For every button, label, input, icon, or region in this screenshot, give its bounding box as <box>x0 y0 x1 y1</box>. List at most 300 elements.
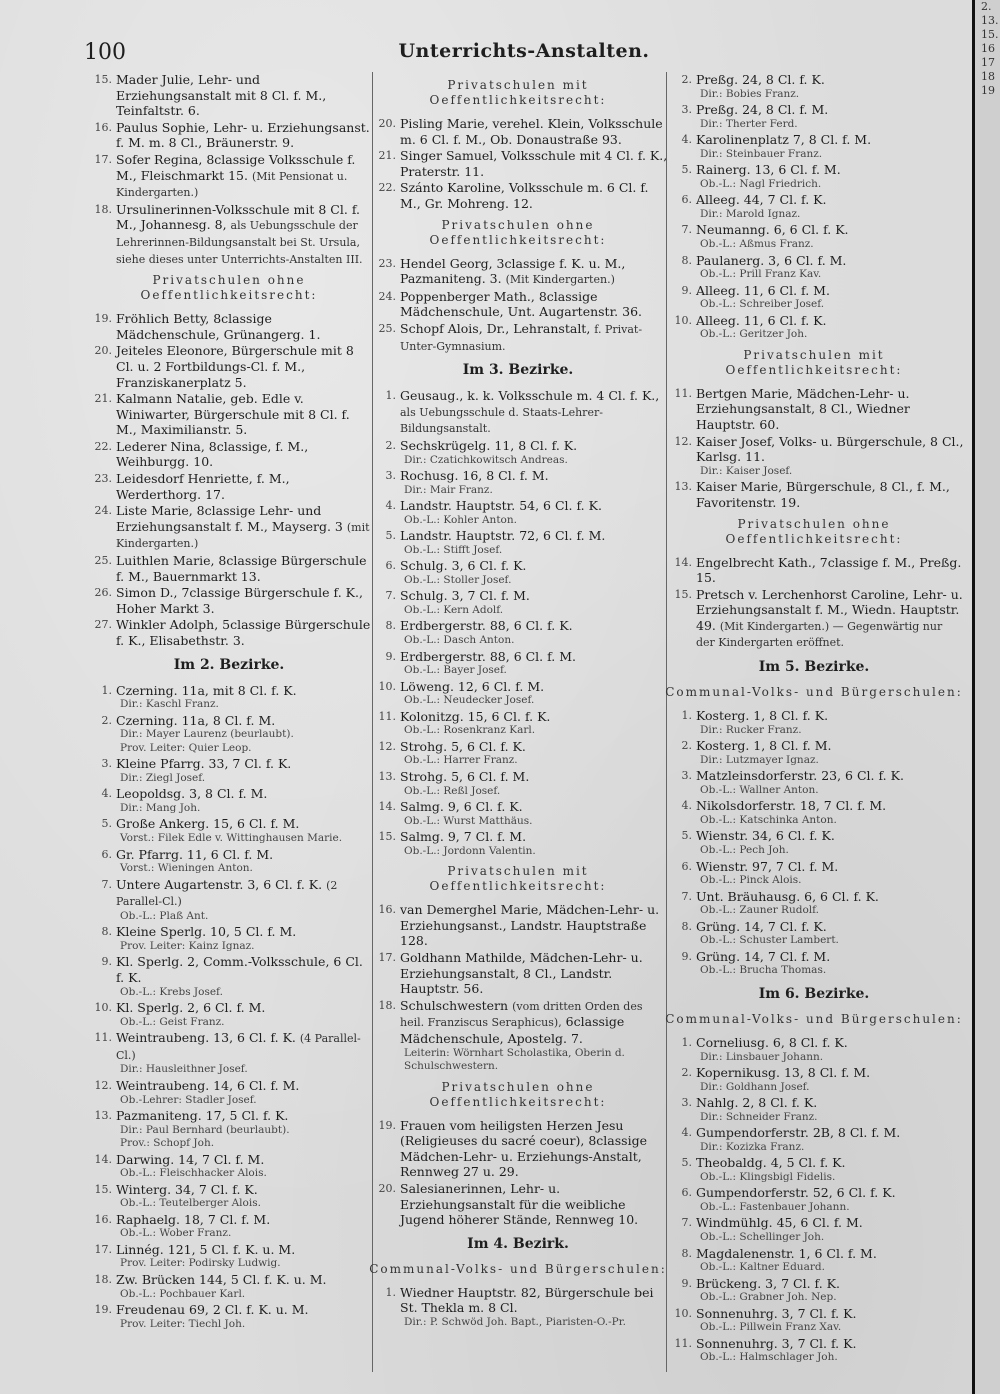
entry-text <box>696 434 964 465</box>
directory-entry <box>368 829 668 858</box>
entry-text <box>696 708 964 724</box>
entry-text <box>400 1285 668 1316</box>
directory-entry <box>84 391 374 438</box>
director-line: Ob.-L.: Wober Franz. <box>120 1227 232 1240</box>
entry-number: 5. <box>681 1156 692 1170</box>
director-line: Ob.-L.: Teutelberger Alois. <box>120 1197 261 1210</box>
directory-entry <box>664 919 964 948</box>
directory-entry <box>664 708 964 737</box>
entry-number: 18. <box>94 1272 112 1286</box>
directory-entry <box>368 116 668 147</box>
directory-entry <box>84 1030 374 1077</box>
director-line: Ob.-L.: Schreiber Josef. <box>700 298 825 311</box>
entry-text <box>696 72 964 88</box>
directory-entry <box>84 617 374 648</box>
entry-text <box>400 769 668 785</box>
entry-text <box>696 102 964 118</box>
directory-entry <box>368 1118 668 1180</box>
entry-text <box>696 859 964 875</box>
entry-number: 9. <box>681 949 692 963</box>
entry-text <box>696 919 964 935</box>
entry-name: Hendel Georg, 3classige f. K. u. M., Pazmaniteng. 3. <box>400 255 626 287</box>
directory-entry <box>368 468 668 497</box>
entry-text <box>116 72 374 119</box>
director-line: Ob.-L.: Wurst Matthäus. <box>404 814 533 827</box>
entry-text <box>116 1302 374 1318</box>
entry-number: 7. <box>681 223 692 237</box>
section-heading: Privatschulen mit Oeffentlichkeitsrecht: <box>429 864 607 894</box>
entry-name: Salmg. 9, 7 Cl. f. M. <box>400 829 527 845</box>
entry-text <box>400 498 668 514</box>
district-heading: Im 2. Bezirke. <box>173 656 285 673</box>
entry-name: Rochusg. 16, 8 Cl. f. M. <box>400 468 549 483</box>
entry-text <box>400 588 668 604</box>
entry-text <box>400 180 668 211</box>
directory-entry <box>368 558 668 587</box>
entry-number: 6. <box>681 193 692 207</box>
directory-entry <box>84 1108 374 1151</box>
edge-fragment: 2. <box>981 0 992 13</box>
entry-name: Freudenau 69, 2 Cl. f. K. u. M. <box>116 1302 309 1318</box>
director-line: Ob.-L.: Prill Franz Kav. <box>700 268 822 281</box>
directory-entry <box>84 1078 374 1107</box>
entry-name: Sechskrügelg. 11, 8 Cl. f. K. <box>400 437 578 453</box>
entry-note: (Mit Kindergarten.) — Gegenwärtig nur der Kindergarten eröffnet. <box>696 619 943 650</box>
directory-entry <box>368 679 668 708</box>
entry-text <box>400 148 668 179</box>
entry-number: 8. <box>101 925 112 939</box>
entry-number: 1. <box>681 709 692 723</box>
director-line: Ob.-L.: Krebs Josef. <box>120 985 223 998</box>
directory-entry <box>664 1215 964 1244</box>
directory-entry <box>368 902 668 949</box>
director-line: Ob.-L.: Wallner Anton. <box>700 783 819 796</box>
entry-number: 4. <box>101 787 112 801</box>
entry-number: 17. <box>378 951 396 964</box>
entry-text <box>116 311 374 342</box>
directory-entry <box>84 503 374 552</box>
director-line: Ob.-L.: Brucha Thomas. <box>700 964 827 977</box>
entry-name: Schulg. 3, 6 Cl. f. K. <box>400 558 527 574</box>
entry-text <box>400 902 668 949</box>
entry-note: (Mit Pensionat u. Kindergarten.) <box>116 169 348 200</box>
directory-entry <box>84 954 374 999</box>
edge-fragment: 15. <box>981 28 999 41</box>
entry-name: Weintraubeng. 13, 6 Cl. f. K. <box>116 1030 296 1046</box>
entry-name: Paulanerg. 3, 6 Cl. f. M. <box>696 252 847 268</box>
entry-number: 24. <box>94 504 112 518</box>
directory-entry <box>84 202 374 267</box>
directory-entry <box>664 1155 964 1184</box>
entry-number: 2. <box>681 73 692 86</box>
directory-entry <box>84 924 374 953</box>
directory-entry <box>84 1182 374 1211</box>
director-line: Dir.: Kozizka Franz. <box>700 1140 805 1153</box>
directory-entry <box>664 1246 964 1275</box>
director-line: Prov.: Schopf Joh. <box>120 1137 215 1150</box>
entry-name: Salmg. 9, 6 Cl. f. K. <box>400 799 523 815</box>
entry-name: Kolonitzg. 15, 6 Cl. f. K. <box>400 708 551 724</box>
entry-number: 2. <box>101 713 112 727</box>
district-heading: Im 5. Bezirke. <box>758 659 870 676</box>
directory-entry <box>664 132 964 161</box>
entry-name: Gumpendorferstr. 52, 6 Cl. f. K. <box>696 1185 896 1201</box>
director-line: Vorst.: Wieningen Anton. <box>120 862 253 875</box>
director-line: Ob.-L.: Stoller Josef. <box>404 573 512 586</box>
entry-name: Kopernikusg. 13, 8 Cl. f. M. <box>696 1065 871 1080</box>
entry-name: Winterg. 34, 7 Cl. f. K. <box>116 1181 258 1197</box>
entry-number: 19. <box>378 1118 396 1132</box>
entry-text <box>116 553 374 584</box>
entry-text <box>116 1030 374 1063</box>
directory-entry <box>368 180 668 211</box>
director-line: Ob.-L.: Plaß Ant. <box>120 909 209 922</box>
entry-text <box>696 1185 964 1201</box>
director-line: Ob.-L.: Grabner Joh. Nep. <box>700 1291 837 1304</box>
entry-text <box>400 321 668 354</box>
director-line: Dir.: Linsbauer Johann. <box>700 1050 824 1063</box>
entry-number: 3. <box>101 757 112 771</box>
entry-number: 6. <box>681 859 692 873</box>
entry-name: Gr. Pfarrg. 11, 6 Cl. f. M. <box>116 846 274 862</box>
entry-number: 11. <box>94 1031 112 1045</box>
entry-number: 15. <box>674 587 692 601</box>
entry-text <box>696 949 964 965</box>
entry-number: 10. <box>378 679 396 693</box>
directory-entry <box>84 585 374 616</box>
entry-note: als Uebungsschule der Lehrerinnen-Bildungsanstalt bei St. Ursula, siehe dieses unter Unterrichts-Anstalten III. <box>116 219 363 266</box>
entry-text <box>116 847 374 863</box>
director-line: Ob.-L.: Fleischhacker Alois. <box>120 1167 267 1180</box>
entry-number: 9. <box>681 1276 692 1290</box>
entry-name: Zw. Brücken 144, 5 Cl. f. K. u. M. <box>116 1271 327 1287</box>
entry-text <box>116 954 374 985</box>
director-line: Dir.: Marold Ignaz. <box>700 207 801 220</box>
entry-text <box>696 283 964 299</box>
director-line: Dir.: Czatichkowitsch Andreas. <box>404 453 568 466</box>
directory-entry <box>664 768 964 797</box>
page-number: 100 <box>84 40 126 65</box>
directory-entry <box>84 1212 374 1241</box>
entry-number: 23. <box>378 256 396 270</box>
entry-number: 22. <box>94 439 112 453</box>
directory-entry <box>84 1000 374 1029</box>
section-heading: Communal-Volks- und Bürgerschulen: <box>665 1011 963 1026</box>
director-line: Ob.-L.: Rosenkranz Karl. <box>404 724 536 737</box>
column-3 <box>664 72 964 1372</box>
entry-number: 2. <box>681 739 692 753</box>
entry-name: Schulschwestern <box>400 997 509 1013</box>
director-line: Ob.-L.: Pech Joh. <box>700 844 789 857</box>
entry-number: 17. <box>94 152 112 166</box>
entry-name: Schopf Alois, Dr., Lehranstalt, <box>400 320 591 336</box>
entry-name: Ursulinerinnen-Volksschule mit 8 Cl. f. M., Johannesg. 8, <box>116 201 360 233</box>
entry-number: 20. <box>378 117 396 130</box>
entry-name: Gumpendorferstr. 2B, 8 Cl. f. M. <box>696 1125 901 1141</box>
entry-text <box>116 713 374 729</box>
entry-number: 4. <box>681 1126 692 1140</box>
entry-text <box>696 1306 964 1322</box>
entry-text <box>116 816 374 832</box>
directory-entry <box>664 1035 964 1064</box>
director-line: Ob.-L.: Kohler Anton. <box>404 513 517 526</box>
entry-name: Fröhlich Betty, 8classige Mädchenschule, Grünangerg. 1. <box>116 311 321 342</box>
director-line: Leiterin: Wörnhart Scholastika, Oberin d. Schulschwestern. <box>404 1046 625 1073</box>
director-line: Ob.-L.: Klingsbigl Fidelis. <box>700 1170 836 1183</box>
entry-text <box>400 799 668 815</box>
entry-number: 9. <box>385 649 396 663</box>
directory-entry <box>84 72 374 119</box>
entry-number: 21. <box>378 149 396 163</box>
entry-text <box>116 152 374 201</box>
director-line: Dir.: P. Schwöd Joh. Bapt., Piaristen-O.-Pr. <box>404 1315 626 1328</box>
directory-entry <box>664 72 964 101</box>
entry-text <box>116 439 374 470</box>
directory-entry <box>664 222 964 251</box>
director-line: Dir.: Schneider Franz. <box>700 1110 818 1123</box>
entry-number: 2. <box>385 438 396 452</box>
entry-number: 25. <box>378 321 396 335</box>
entry-text <box>696 1125 964 1141</box>
directory-entry <box>368 1181 668 1228</box>
directory-entry <box>664 798 964 827</box>
directory-entry <box>368 256 668 288</box>
entry-name: Corneliusg. 6, 8 Cl. f. K. <box>696 1034 848 1050</box>
entry-number: 25. <box>94 554 112 568</box>
entry-text <box>400 388 668 437</box>
entry-name: Schulg. 3, 7 Cl. f. M. <box>400 588 530 604</box>
director-line: Dir.: Mair Franz. <box>404 483 493 496</box>
entry-name: Raphaelg. 18, 7 Cl. f. M. <box>116 1211 271 1227</box>
entry-name: Alleeg. 44, 7 Cl. f. K. <box>696 192 827 208</box>
entry-text <box>696 555 964 586</box>
entry-name: Lederer Nina, 8classige, f. M., Weihburgg. 10. <box>116 438 309 470</box>
entry-note: als Uebungsschule d. Staats-Lehrer-Bildungsanstalt. <box>400 405 603 436</box>
entry-name: Goldhann Mathilde, Mädchen-Lehr- u. Erziehungsanstalt, 8 Cl., Landstr. Hauptstr. 56. <box>400 950 643 997</box>
director-line: Prov. Leiter: Podirsky Ludwig. <box>120 1257 281 1270</box>
entry-number: 1. <box>101 683 112 697</box>
directory-entry <box>84 1272 374 1301</box>
entry-name: Windmühlg. 45, 6 Cl. f. M. <box>696 1215 863 1231</box>
director-line: Dir.: Goldhann Josef. <box>700 1080 810 1093</box>
entry-name: Kaiser Marie, Bürgerschule, 8 Cl., f. M., Favoritenstr. 19. <box>696 479 950 510</box>
director-line: Ob.-L.: Pinck Alois. <box>700 874 802 887</box>
entry-name: Kleine Pfarrg. 33, 7 Cl. f. K. <box>116 756 292 772</box>
entry-name: Darwing. 14, 7 Cl. f. M. <box>116 1151 265 1167</box>
director-line: Ob.-L.: Kaltner Eduard. <box>700 1261 825 1274</box>
directory-entry <box>368 388 668 437</box>
directory-entry <box>84 1242 374 1271</box>
section-heading: Privatschulen mit Oeffentlichkeitsrecht: <box>725 347 903 377</box>
entry-text <box>696 798 964 814</box>
entry-text <box>696 1246 964 1262</box>
entry-number: 18. <box>378 998 396 1012</box>
entry-name: Brückeng. 3, 7 Cl. f. K. <box>696 1275 840 1291</box>
entry-number: 26. <box>94 586 112 600</box>
director-line: Dir.: Ziegl Josef. <box>120 771 206 784</box>
entry-text <box>696 479 964 510</box>
entry-text <box>116 924 374 940</box>
entry-number: 7. <box>681 889 692 903</box>
entry-number: 27. <box>94 618 112 632</box>
entry-text <box>116 343 374 390</box>
entry-name: Grüng. 14, 7 Cl. f. M. <box>696 948 831 964</box>
entry-name: Sonnenuhrg. 3, 7 Cl. f. K. <box>696 1305 857 1321</box>
director-line: Ob.-L.: Katschinka Anton. <box>700 813 837 826</box>
edge-fragment: 13. <box>981 14 999 27</box>
entry-name: Neumanng. 6, 6 Cl. f. K. <box>696 222 849 238</box>
entry-text <box>400 739 668 755</box>
entry-text <box>400 950 668 997</box>
entry-name: Leidesdorf Henriette, f. M., Werderthorg. 17. <box>116 471 290 502</box>
entry-text <box>696 1336 964 1352</box>
entry-text <box>696 1155 964 1171</box>
entry-number: 9. <box>681 283 692 297</box>
entry-text <box>400 1181 668 1228</box>
director-line: Prov. Leiter: Kainz Ignaz. <box>120 939 255 952</box>
entry-name: Kl. Sperlg. 2, 6 Cl. f. M. <box>116 1000 266 1016</box>
entry-name: Linnég. 121, 5 Cl. f. K. u. M. <box>116 1241 296 1257</box>
entry-number: 19. <box>94 312 112 326</box>
entry-text <box>400 116 668 147</box>
entry-name: Leopoldsg. 3, 8 Cl. f. M. <box>116 786 268 802</box>
entry-text <box>696 1035 964 1051</box>
director-line: Ob.-L.: Nagl Friedrich. <box>700 177 822 190</box>
entry-number: 5. <box>101 817 112 831</box>
entry-text <box>116 1078 374 1094</box>
directory-entry <box>84 120 374 151</box>
director-line: Dir.: Lutzmayer Ignaz. <box>700 753 819 766</box>
entry-number: 8. <box>681 253 692 267</box>
directory-entry <box>84 847 374 876</box>
entry-name: Theobaldg. 4, 5 Cl. f. K. <box>696 1155 846 1171</box>
entry-number: 12. <box>674 434 692 448</box>
directory-entry <box>664 889 964 918</box>
entry-name: Kleine Sperlg. 10, 5 Cl. f. M. <box>116 924 297 940</box>
directory-entry <box>84 1302 374 1331</box>
entry-text <box>116 202 374 267</box>
entry-text <box>696 313 964 329</box>
entry-name: Rainerg. 13, 6 Cl. f. M. <box>696 162 841 178</box>
directory-entry <box>368 528 668 557</box>
director-line: Ob.-L.: Geist Franz. <box>120 1015 225 1028</box>
entry-text <box>116 1182 374 1198</box>
section-heading: Communal-Volks- und Bürgerschulen: <box>369 1261 667 1276</box>
entry-text <box>696 738 964 754</box>
entry-name: Wiedner Hauptstr. 82, Bürgerschule bei St. Thekla m. 8 Cl. <box>400 1284 654 1316</box>
director-line: Ob.-L.: Zauner Rudolf. <box>700 904 819 917</box>
entry-name: Pazmaniteng. 17, 5 Cl. f. K. <box>116 1108 289 1123</box>
entry-number: 2. <box>681 1066 692 1079</box>
directory-entry <box>368 289 668 320</box>
entry-number: 1. <box>681 1035 692 1049</box>
entry-number: 15. <box>94 73 112 86</box>
directory-entry <box>84 683 374 712</box>
directory-entry <box>664 192 964 221</box>
entry-number: 4. <box>385 499 396 513</box>
entry-name: Szánto Karoline, Volksschule m. 6 Cl. f. M., Gr. Mohreng. 12. <box>400 180 649 211</box>
entry-name: Poppenberger Math., 8classige Mädchenschule, Unt. Augartenstr. 36. <box>400 288 643 320</box>
directory-entry <box>664 1306 964 1335</box>
entry-name: Kalmann Natalie, geb. Edle v. Winiwarter, Bürgerschule mit 8 Cl. f. M., Maximilianstr. 5. <box>116 391 350 438</box>
edge-fragment: 17 <box>981 56 995 69</box>
entry-name: Czerning. 11a, mit 8 Cl. f. K. <box>116 682 297 698</box>
entry-name: Matzleinsdorferstr. 23, 6 Cl. f. K. <box>696 768 904 784</box>
directory-entry <box>84 1152 374 1181</box>
edge-fragment: 18 <box>981 70 995 83</box>
director-line: Ob.-L.: Aßmus Franz. <box>700 238 814 251</box>
director-line: Dir.: Bobies Franz. <box>700 87 800 100</box>
entry-text <box>400 256 668 288</box>
entry-text <box>400 709 668 725</box>
director-line: Dir.: Kaschl Franz. <box>120 698 219 711</box>
directory-entry <box>664 949 964 978</box>
directory-entry <box>664 253 964 282</box>
entry-text <box>400 998 668 1047</box>
entry-name: Bertgen Marie, Mädchen-Lehr- u. Erziehungsanstalt, 8 Cl., Wiedner Hauptstr. 60. <box>696 385 910 433</box>
entry-name: Landstr. Hauptstr. 54, 6 Cl. f. K. <box>400 498 602 514</box>
entry-note: (mit Kindergarten.) <box>116 520 370 551</box>
entry-name: Wienstr. 34, 6 Cl. f. K. <box>696 828 835 844</box>
directory-entry <box>664 1185 964 1214</box>
running-head: Unterrichts-Anstalten. <box>398 40 650 62</box>
district-heading: Im 6. Bezirke. <box>758 985 870 1002</box>
entry-text <box>696 768 964 784</box>
directory-entry <box>368 498 668 527</box>
entry-number: 22. <box>378 181 396 195</box>
entry-number: 16. <box>94 1212 112 1226</box>
entry-text <box>696 132 964 148</box>
entry-number: 14. <box>674 555 692 569</box>
entry-text <box>400 618 668 634</box>
entry-number: 13. <box>94 1109 112 1122</box>
directory-entry <box>84 786 374 815</box>
director-line: Ob.-L.: Pillwein Franz Xav. <box>700 1321 842 1334</box>
directory-entry <box>84 756 374 785</box>
entry-number: 3. <box>681 1096 692 1110</box>
entry-number: 8. <box>681 1246 692 1260</box>
entry-number: 15. <box>94 1182 112 1196</box>
entry-number: 14. <box>378 800 396 814</box>
entry-name: Landstr. Hauptstr. 72, 6 Cl. f. M. <box>400 528 606 544</box>
entry-number: 13. <box>674 480 692 494</box>
entry-number: 5. <box>385 529 396 543</box>
directory-entry <box>84 553 374 584</box>
director-line: Dir.: Therter Ferd. <box>700 117 798 130</box>
entry-name: Alleeg. 11, 6 Cl. f. M. <box>696 282 830 298</box>
director-line: Ob.-L.: Reßl Josef. <box>404 784 501 797</box>
entry-name: Frauen vom heiligsten Herzen Jesu (Religieuses du sacré coeur), 8classige Mädchen-Lehr- u. Erziehungs-Anstalt, Rennweg 27 u. 29. <box>400 1117 647 1180</box>
entry-number: 14. <box>94 1152 112 1166</box>
entry-note: (Mit Kindergarten.) <box>505 273 615 287</box>
entry-name: Czerning. 11a, 8 Cl. f. M. <box>116 712 276 728</box>
entry-number: 7. <box>385 589 396 603</box>
entry-name: Pisling Marie, verehel. Klein, Volksschule m. 6 Cl. f. M., Ob. Donaustraße 93. <box>400 116 663 147</box>
entry-name: Löweng. 12, 6 Cl. f. M. <box>400 678 545 694</box>
director-line: Ob.-L.: Geritzer Joh. <box>700 328 808 341</box>
entry-text <box>116 756 374 772</box>
directory-entry <box>664 386 964 433</box>
director-line: Ob.-L.: Harrer Franz. <box>404 754 518 767</box>
directory-entry <box>84 471 374 502</box>
entry-name: Preßg. 24, 8 Cl. f. K. <box>696 72 825 87</box>
entry-name: Sofer Regina, 8classige Volksschule f. M., Fleischmarkt 15. <box>116 151 356 183</box>
directory-entry <box>84 713 374 756</box>
entry-name: Liste Marie, 8classige Lehr- und Erziehungsanstalt f. M., Mayserg. 3 <box>116 503 343 534</box>
entry-text <box>116 683 374 699</box>
director-line: Dir.: Mayer Laurenz (beurlaubt). <box>120 728 294 741</box>
director-line: Dir.: Paul Bernhard (beurlaubt). <box>120 1123 290 1136</box>
